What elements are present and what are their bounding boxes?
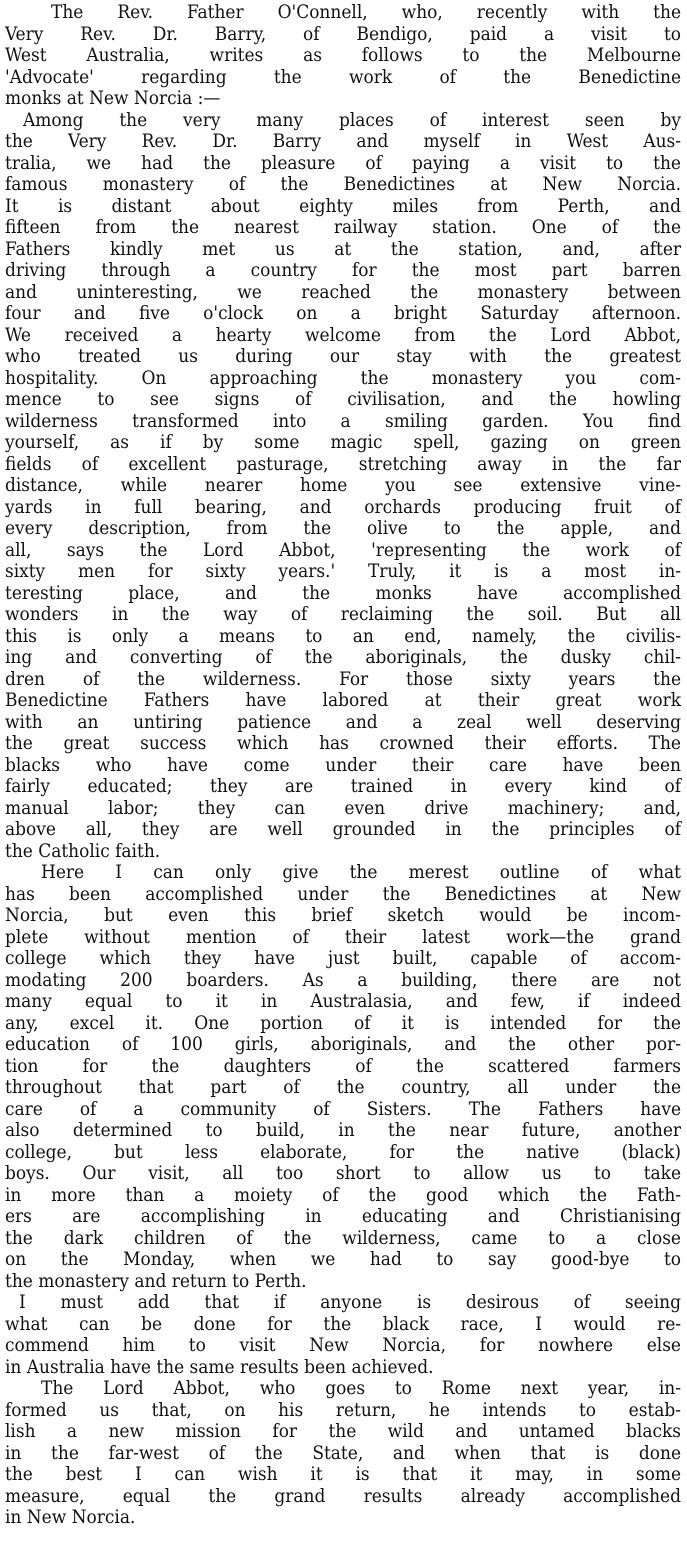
text-line: monks at New Norcia :—: [5, 87, 221, 109]
text-line: sixty men for sixty years.' Truly, it is a most in-: [5, 560, 681, 582]
paragraph-new-mission: [5, 1378, 681, 1529]
text-line: ing and converting of the aboriginals, the dusky chil-: [5, 646, 681, 668]
intro-paragraph: [5, 2, 681, 110]
text-line: the dark children of the wilderness, came to a close: [5, 1226, 681, 1249]
text-line: formed us that, on his return, he intends to estab-: [5, 1398, 681, 1421]
text-line: with an untiring patience and a zeal well deserving: [5, 710, 681, 733]
text-line: blacks who have come under their care have been: [5, 753, 681, 776]
text-line: boys. Our visit, all too short to allow us to take: [5, 1162, 681, 1184]
text-line: Benedictine Fathers have labored at their great work: [5, 689, 681, 711]
text-line: who treated us during our stay with the greatest: [5, 345, 681, 367]
text-line: care of a community of Sisters. The Fathers have: [5, 1097, 681, 1120]
text-line: We received a hearty welcome from the Lord Abbot,: [5, 323, 681, 346]
text-line: Norcia, but even this brief sketch would be incom-: [5, 904, 681, 926]
text-line: throughout that part of the country, all under the: [5, 1076, 681, 1098]
text-line: fairly educated; they are trained in every kind of: [5, 775, 681, 797]
text-line: the Very Rev. Dr. Barry and myself in West Aus-: [5, 130, 681, 152]
text-line: what can be done for the black race, I would re-: [5, 1312, 681, 1335]
text-line: teresting place, and the monks have accomplished: [5, 581, 681, 604]
text-line: the great success which has crowned their efforts. The: [5, 732, 681, 754]
text-line: any, excel it. One portion of it is intended for the: [5, 1011, 681, 1034]
text-line: famous monastery of the Benedictines at New Norcia.: [5, 173, 681, 195]
text-line: The Lord Abbot, who goes to Rome next year, in-: [41, 1377, 681, 1399]
text-line: fifteen from the nearest railway station. One of the: [5, 216, 681, 238]
text-line: many equal to it in Australasia, and few, if indeed: [5, 990, 681, 1012]
text-line: on the Monday, when we had to say good-bye to: [5, 1248, 681, 1270]
text-line: yards in full bearing, and orchards producing fruit of: [5, 495, 681, 518]
text-line: measure, equal the grand results already accomplished: [5, 1484, 681, 1507]
text-line: lish a new mission for the wild and untamed blacks: [5, 1420, 681, 1442]
text-line: Fathers kindly met us at the station, and, after: [5, 237, 681, 260]
text-line: commend him to visit New Norcia, for nowhere else: [5, 1334, 681, 1356]
text-line: all, says the Lord Abbot, 'representing the work of: [5, 538, 681, 561]
text-line: in Australia have the same results been achieved.: [5, 1355, 434, 1378]
text-line: mence to see signs of civilisation, and the howling: [5, 388, 681, 410]
text-line: also determined to build, in the near future, another: [5, 1119, 681, 1141]
paragraph-recommendation: [5, 1292, 681, 1378]
paragraph-new-college: [5, 862, 681, 1292]
text-line: has been accomplished under the Benedictines at New: [5, 882, 681, 905]
text-line: tion for the daughters of the scattered farmers: [5, 1054, 681, 1077]
text-line: ers are accomplishing in educating and Christianising: [5, 1205, 681, 1227]
text-line: I must add that if anyone is desirous of seeing: [19, 1291, 681, 1313]
text-line: every description, from the olive to the apple, and: [5, 517, 681, 539]
text-line: fields of excellent pasturage, stretching away in the far: [5, 452, 681, 475]
text-line: above all, they are well grounded in the principles of: [5, 818, 681, 840]
text-line: wonders in the way of reclaiming the soil. But all: [5, 603, 681, 625]
text-line: in the far-west of the State, and when that is done: [5, 1441, 681, 1464]
paragraph-visit-account: [5, 110, 681, 863]
text-line: college, but less elaborate, for the native (black): [5, 1140, 681, 1163]
text-line: in New Norcia.: [5, 1506, 136, 1528]
text-line: dren of the wilderness. For those sixty years the: [5, 667, 681, 690]
text-line: West Australia, writes as follows to the Melbourne: [5, 44, 681, 66]
text-line: yourself, as if by some magic spell, gazing on green: [5, 431, 681, 453]
text-line: wilderness transformed into a smiling garden. You find: [5, 409, 681, 432]
text-line: college which they have just built, capable of accom-: [5, 947, 681, 969]
text-line: the monastery and return to Perth.: [5, 1269, 307, 1292]
text-line: education of 100 girls, aboriginals, and the other por-: [5, 1033, 681, 1055]
text-line: The Rev. Father O'Connell, who, recently with the: [51, 1, 681, 23]
text-line: the best I can wish it is that it may, in some: [5, 1463, 681, 1485]
text-line: distance, while nearer home you see extensive vine-: [5, 474, 681, 496]
text-line: 'Advocate' regarding the work of the Benedictine: [5, 65, 681, 88]
text-line: four and five o'clock on a bright Saturday afternoon.: [5, 302, 681, 324]
text-line: It is distant about eighty miles from Perth, and: [5, 194, 681, 217]
text-line: this is only a means to an end, namely, the civilis-: [5, 624, 681, 647]
text-line: and uninteresting, we reached the monastery between: [5, 280, 681, 303]
text-line: plete without mention of their latest work—the grand: [5, 925, 681, 948]
text-line: Among the very many places of interest seen by: [23, 108, 681, 131]
text-line: driving through a country for the most part barren: [5, 259, 681, 281]
text-line: hospitality. On approaching the monastery you com-: [5, 366, 681, 389]
text-line: tralia, we had the pleasure of paying a visit to the: [5, 151, 681, 174]
text-line: in more than a moiety of the good which the Fath-: [5, 1183, 681, 1206]
text-line: Here I can only give the merest outline of what: [41, 861, 681, 883]
text-line: manual labor; they can even drive machinery; and,: [5, 796, 681, 819]
text-line: modating 200 boarders. As a building, there are not: [5, 968, 681, 991]
text-line: Very Rev. Dr. Barry, of Bendigo, paid a visit to: [5, 22, 681, 45]
text-line: the Catholic faith.: [5, 839, 161, 862]
